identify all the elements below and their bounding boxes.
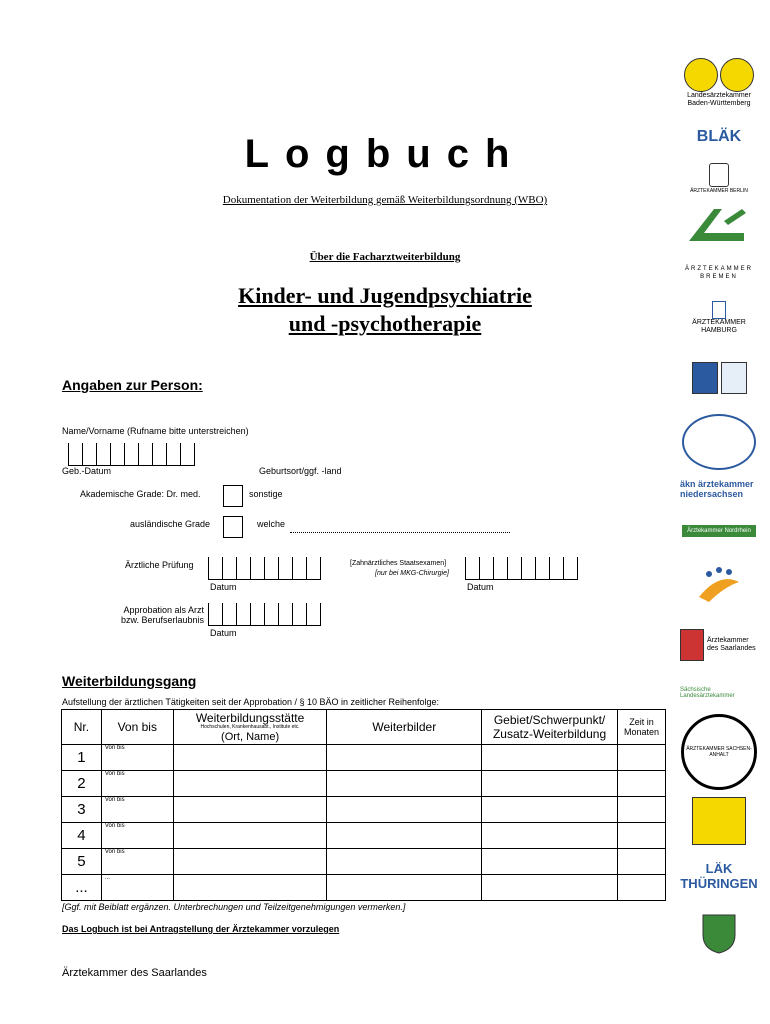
logo-sachsen-anhalt: [680, 712, 758, 792]
table-row: [62, 849, 666, 875]
col-staette-sub: Hochschulen, Krankenhausabt., Institute etc.: [200, 723, 300, 730]
row-zeit[interactable]: [618, 745, 666, 771]
logo-thueringen: [680, 852, 758, 900]
row-gebiet[interactable]: [482, 797, 618, 823]
row-nr: ...: [62, 875, 102, 901]
sonstige-label: sonstige: [249, 489, 283, 499]
zahn-note: [nur bei MKG-Chirurgie]: [375, 570, 449, 577]
row-staette[interactable]: [173, 875, 327, 901]
welche-label: welche: [257, 519, 286, 529]
document-title: Logbuch: [244, 132, 526, 176]
row-vonbis[interactable]: Von bis: [101, 823, 173, 849]
row-gebiet[interactable]: [482, 771, 618, 797]
logo-blaek-text: BLÄK: [696, 128, 742, 145]
col-gebiet: [482, 710, 618, 745]
logo-mecklenburg-vorpommern: [680, 412, 758, 472]
logo-niedersachsen: [680, 476, 758, 502]
row-nr: 5: [62, 849, 102, 875]
col-gebiet-line2: Zusatz-Weiterbildung: [492, 727, 607, 741]
row-weiterbilder[interactable]: [327, 875, 482, 901]
auslaendische-grade-checkbox[interactable]: [223, 516, 243, 538]
approbation-label: [80, 605, 204, 625]
logo-nordrhein: [680, 520, 758, 542]
submit-note: Das Logbuch ist bei Antragstellung der Ärztekammer vorzulegen: [62, 924, 340, 934]
zahn-label: [Zahnärztliches Staatsexamen]: [350, 560, 447, 567]
row-zeit[interactable]: [618, 771, 666, 797]
row-gebiet[interactable]: [482, 745, 618, 771]
zahn-date-boxes[interactable]: [465, 557, 578, 580]
table-row: [62, 797, 666, 823]
approbation-line2: bzw. Berufserlaubnis: [120, 615, 204, 625]
logo-sachsen-text: Sächsische Landesärztekammer: [680, 687, 735, 699]
row-nr: 3: [62, 797, 102, 823]
pruefung-date-boxes[interactable]: [208, 557, 321, 580]
row-staette[interactable]: [173, 849, 327, 875]
col-zeit-line2: Monaten: [623, 727, 660, 737]
row-zeit[interactable]: [618, 823, 666, 849]
logo-nordrhein-text: Ärztekammer Nordrhein: [682, 525, 756, 537]
logo-blaek: [680, 122, 758, 152]
footer-text: Ärztekammer des Saarlandes: [62, 967, 207, 979]
person-heading: Angaben zur Person:: [62, 377, 203, 393]
logo-niedersachsen-text: äkn ärztekammer niedersachsen: [680, 479, 754, 499]
logo-bremen: [680, 258, 758, 288]
logo-saarland-text: Ärztekammer des Saarlandes: [707, 637, 756, 652]
col-zeit-line1: Zeit in: [629, 717, 654, 727]
specialty-title: [0, 282, 770, 338]
logo-berlin: [680, 160, 758, 198]
logo-rheinland-pfalz: [680, 560, 758, 614]
logo-bw-text: Landesärztekammer Baden-Württemberg: [687, 91, 751, 107]
logo-berlin-text: ÄRZTEKAMMER BERLIN: [690, 188, 748, 194]
document-subtitle: Dokumentation der Weiterbildung gemäß Weiterbildungsordnung (WBO): [222, 194, 548, 206]
row-staette[interactable]: [173, 745, 327, 771]
col-gebiet-line1: Gebiet/Schwerpunkt/: [493, 713, 606, 727]
row-nr: 1: [62, 745, 102, 771]
row-vonbis[interactable]: Von bis: [101, 849, 173, 875]
logo-saarland: [680, 625, 758, 665]
logo-sachsen-anhalt-text: ÄRZTEKAMMER SACHSEN-ANHALT: [686, 746, 752, 758]
row-vonbis[interactable]: Von bis: [101, 745, 173, 771]
table-row: [62, 745, 666, 771]
col-zeit: [618, 710, 666, 745]
row-vonbis[interactable]: Von bis: [101, 797, 173, 823]
logo-hamburg: [680, 296, 758, 340]
logo-thueringen-text: LÄK THÜRINGEN: [680, 861, 758, 891]
akad-grade-label: Akademische Grade: Dr. med.: [80, 489, 201, 499]
table-header-row: [62, 710, 666, 745]
welche-line[interactable]: [290, 532, 510, 533]
row-weiterbilder[interactable]: [327, 771, 482, 797]
row-gebiet[interactable]: [482, 875, 618, 901]
specialty-line2: und -psychotherapie: [288, 311, 482, 336]
specialty-line1: Kinder- und Jugendpsychiatrie: [238, 283, 532, 308]
zahn-datum-label: Datum: [467, 582, 494, 592]
geb-datum-label: Geb.-Datum: [62, 466, 112, 476]
row-nr: 4: [62, 823, 102, 849]
col-weiterbilder: Weiterbilder: [327, 710, 482, 745]
dr-med-checkbox[interactable]: [223, 485, 243, 507]
col-vonbis: Von bis: [101, 710, 173, 745]
logo-sachsen: [680, 686, 758, 700]
row-vonbis[interactable]: Von bis: [101, 771, 173, 797]
logo-baden-wuerttemberg: [680, 50, 758, 115]
logo-brandenburg: [680, 200, 758, 252]
table-row: [62, 823, 666, 849]
logo-westfalen-lippe: [680, 910, 758, 956]
approbation-line1: Approbation als Arzt: [123, 605, 204, 615]
table-row: [62, 771, 666, 797]
row-weiterbilder[interactable]: [327, 797, 482, 823]
pruefung-datum-label: Datum: [210, 582, 237, 592]
pruefung-label: Ärztliche Prüfung: [125, 560, 194, 570]
auslaendische-grade-label: ausländische Grade: [130, 519, 211, 529]
geb-datum-boxes[interactable]: [68, 443, 195, 466]
col-staette-title: Weiterbildungsstätte: [195, 710, 305, 725]
row-staette[interactable]: [173, 771, 327, 797]
row-zeit[interactable]: [618, 849, 666, 875]
logo-hamburg-text: ÄRZTEKAMMER HAMBURG: [692, 319, 746, 334]
row-weiterbilder[interactable]: [327, 745, 482, 771]
logo-schleswig-holstein: [680, 796, 758, 846]
row-zeit[interactable]: [618, 875, 666, 901]
geburtsort-label: Geburtsort/ggf. -land: [259, 466, 342, 476]
row-staette[interactable]: [173, 823, 327, 849]
row-weiterbilder[interactable]: [327, 823, 482, 849]
name-label: Name/Vorname (Rufname bitte unterstreichen): [62, 426, 249, 436]
row-staette[interactable]: [173, 797, 327, 823]
logo-hessen: [680, 358, 758, 398]
row-gebiet[interactable]: [482, 849, 618, 875]
table-row: [62, 875, 666, 901]
col-staette: [173, 710, 327, 745]
weiterbildung-intro: Aufstellung der ärztlichen Tätigkeiten seit der Approbation / § 10 BÄO in zeitlicher Reihenfolge:: [62, 697, 440, 707]
col-staette-ort: (Ort, Name): [221, 730, 280, 743]
col-nr: Nr.: [62, 710, 102, 745]
weiterbildung-heading: Weiterbildungsgang: [62, 673, 197, 689]
weiterbildung-table: [61, 709, 666, 901]
row-gebiet[interactable]: [482, 823, 618, 849]
row-nr: 2: [62, 771, 102, 797]
beiblatt-note: [Ggf. mit Beiblatt ergänzen. Unterbrechungen und Teilzeitgenehmigungen vermerken.]: [62, 902, 406, 912]
approbation-datum-label: Datum: [210, 628, 237, 638]
approbation-date-boxes[interactable]: [208, 603, 321, 626]
logo-bremen-text: ÄRZTEKAMMER BREMEN: [684, 266, 753, 280]
ueber-heading: Über die Facharztweiterbildung: [309, 251, 461, 263]
row-weiterbilder[interactable]: [327, 849, 482, 875]
row-vonbis[interactable]: ...: [101, 875, 173, 901]
row-zeit[interactable]: [618, 797, 666, 823]
